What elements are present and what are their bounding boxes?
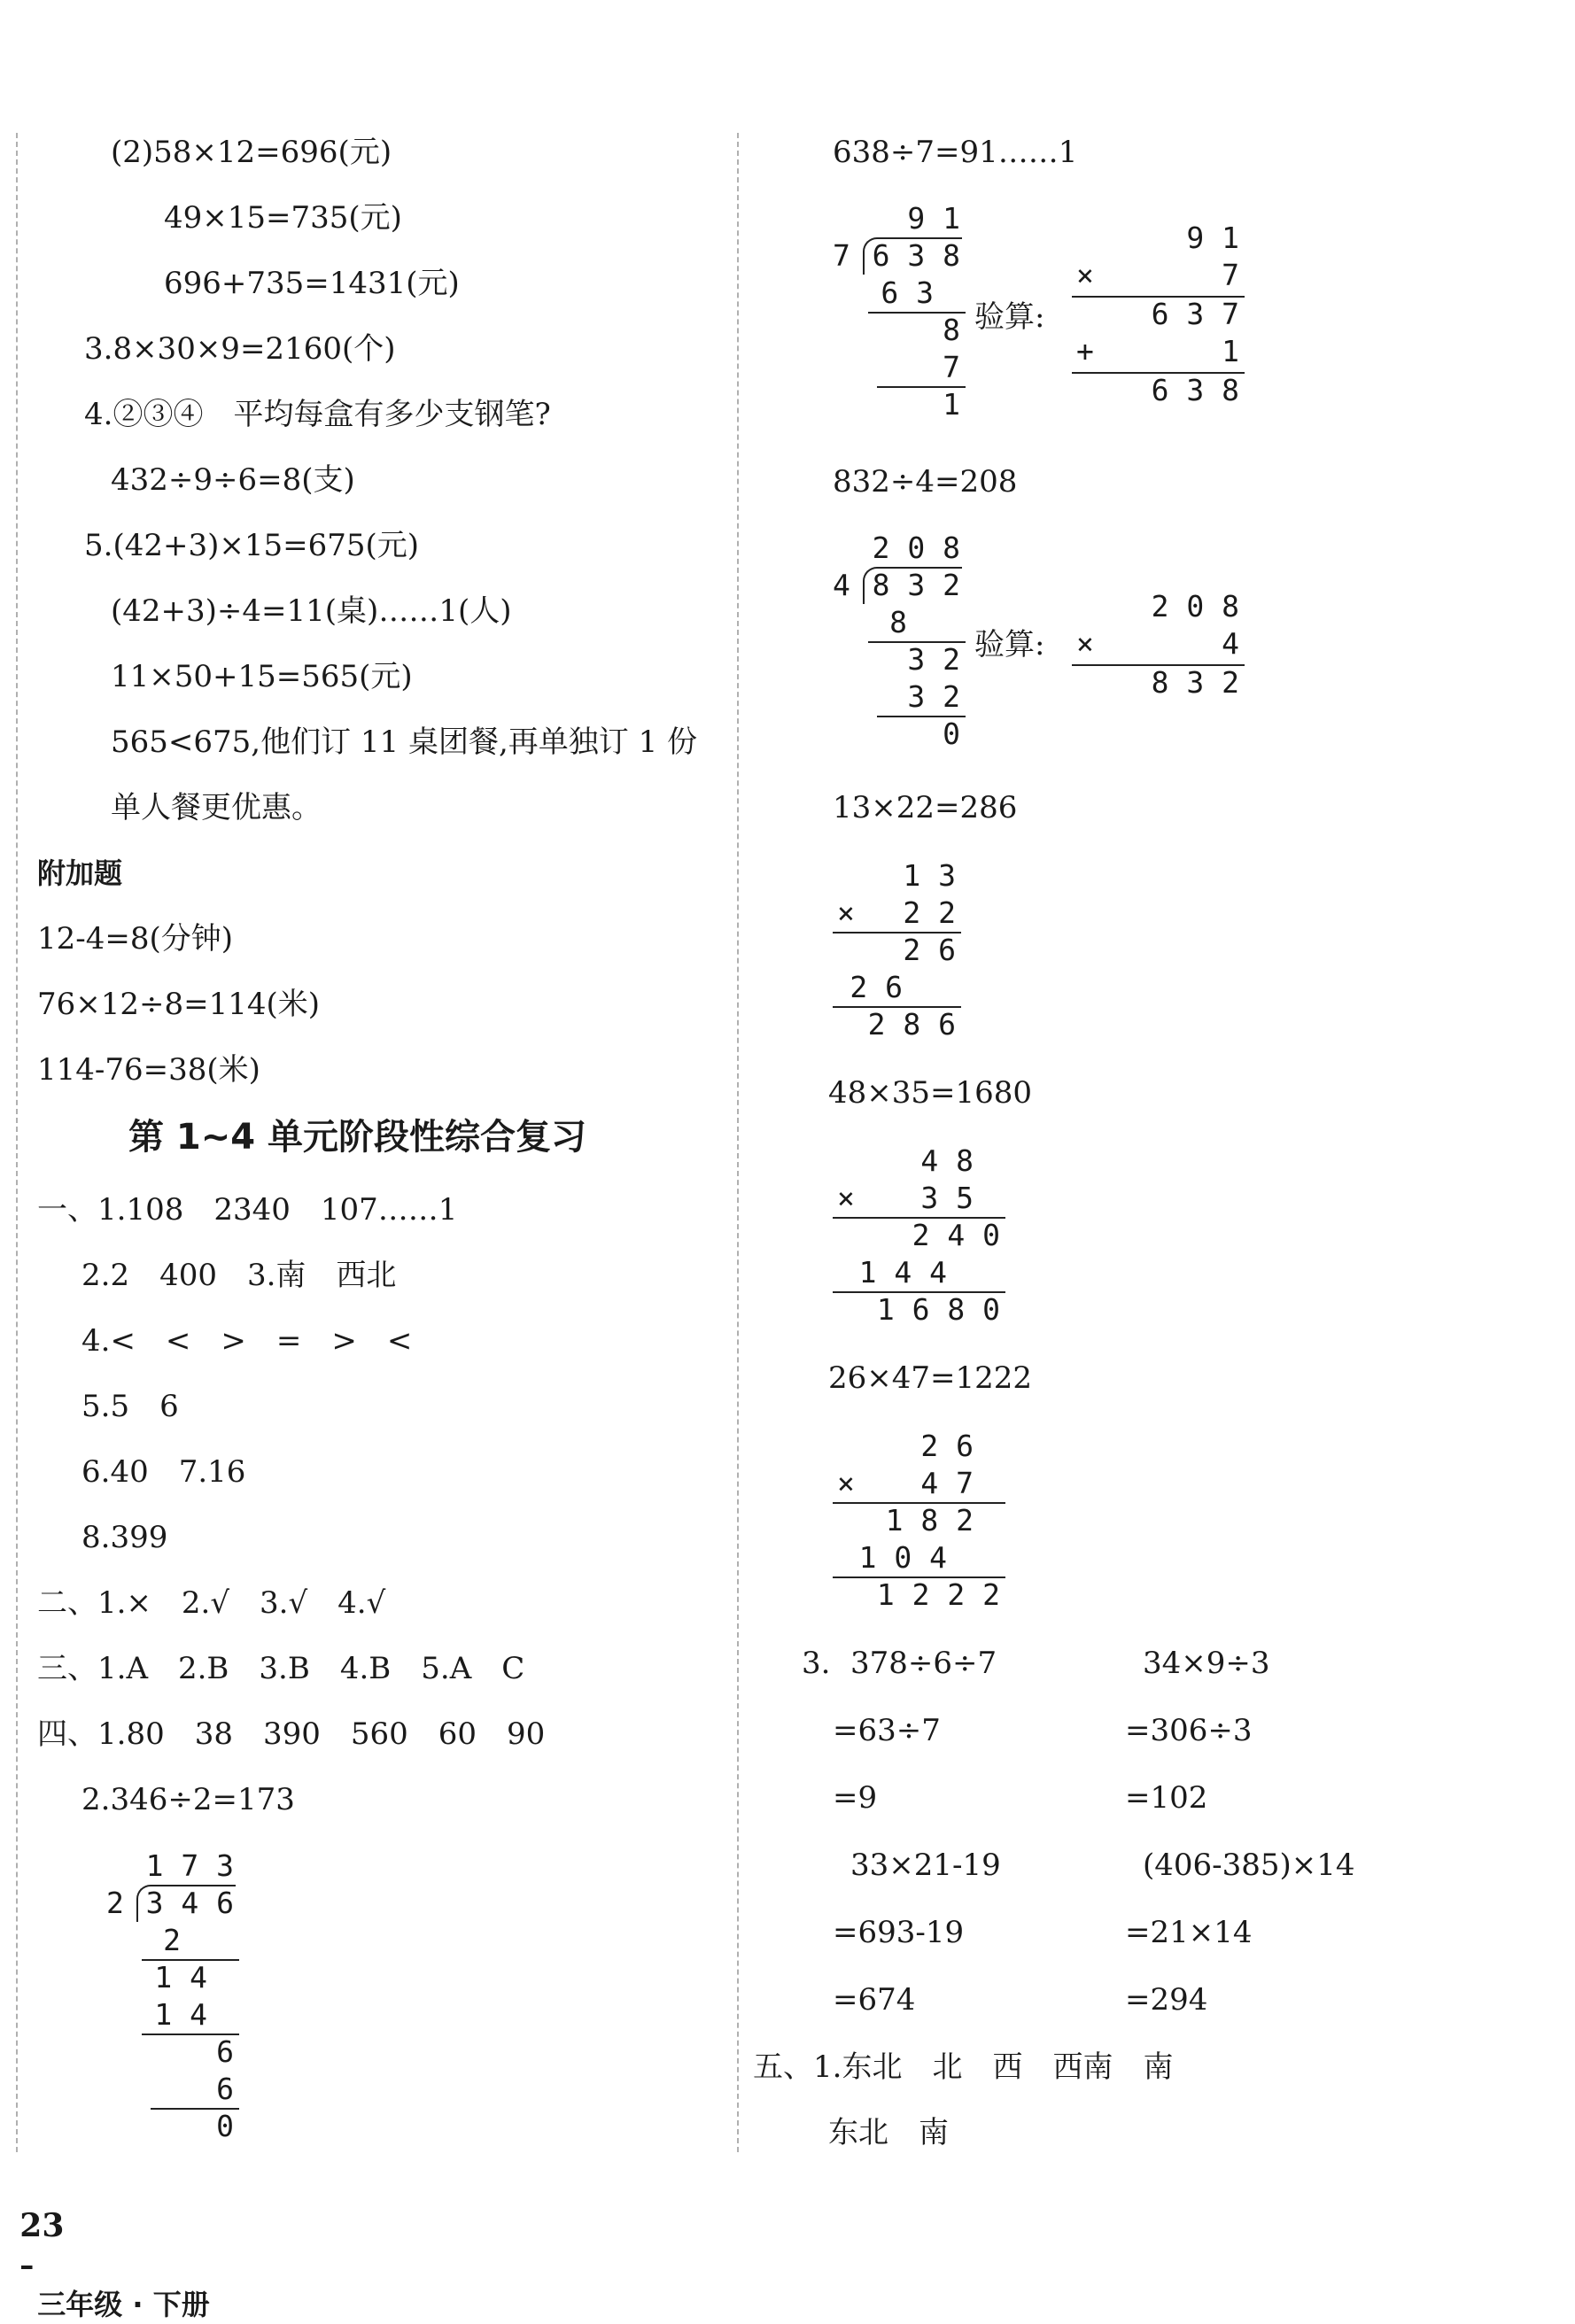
operand: 1 [1222,334,1239,368]
equation: 26×47=1222 [828,1360,1033,1396]
answer-line: 565<675,他们订 11 桌团餐,再单独订 1 份 [111,724,698,760]
divisor: 7 [833,238,850,273]
result: 8 3 2 [1151,665,1239,700]
step: 1 4 [154,1997,207,2032]
long-division-346 [106,1848,239,2149]
result: 2 8 6 [867,1007,956,1042]
partial-product: 1 8 2 [885,1503,974,1538]
step: 3 2 [907,679,960,714]
answer-line: 3.8×30×9=2160(个) [84,331,396,367]
result: 6 3 8 [1151,373,1239,407]
equation: 13×22=286 [833,790,1018,825]
long-division-832 [833,530,966,760]
column-divider [737,133,739,2152]
calc-line: =102 [1125,1780,1208,1816]
result: 1 6 8 0 [876,1292,1000,1327]
step: 1 [943,387,960,422]
review-line: 三、1.A 2.B 3.B 4.B 5.A C [37,1651,525,1686]
partial-product: 2 6 [850,970,903,1004]
review-line: 四、1.80 38 390 560 60 90 [37,1716,546,1752]
operand: 9 1 [1186,221,1239,255]
step: 2 [163,1923,181,1957]
review-line: 6.40 7.16 [81,1454,246,1490]
operand: 2 2 [903,895,956,930]
calc-line: =306÷3 [1125,1713,1253,1748]
operand: 2 0 8 [1151,589,1239,624]
verify-label: 验算: [974,299,1045,335]
page-footer [0,2167,210,2324]
review-line: 2.2 400 3.南 西北 [81,1258,397,1293]
long-division-638 [833,200,966,430]
grade-label: 三年级 · 下册 [37,2288,210,2321]
step: 6 3 [881,275,934,310]
answer-line: (2)58×12=696(元) [111,135,392,170]
verify-638 [1067,220,1245,414]
step: 8 [889,605,907,639]
step: 7 [943,350,960,384]
operand: 1 3 [903,858,956,893]
calc-line: =63÷7 [833,1713,941,1748]
equation: 638÷7=91……1 [833,135,1078,170]
mult-sign: × [837,1466,855,1500]
operand: 2 6 [920,1429,974,1463]
operand: 4 [1222,626,1239,661]
calc-line: 34×9÷3 [1143,1646,1270,1681]
left-margin-line [16,133,18,2152]
quotient: 9 1 [907,201,960,236]
step: 3 2 [907,642,960,677]
answer-line: 11×50+15=565(元) [111,659,413,694]
answer-line: 696+735=1431(元) [164,266,460,301]
answer-line: 49×15=735(元) [164,200,402,236]
answer-line: 东北 南 [828,2115,949,2150]
multiplication-13x22 [828,857,961,1052]
equation: 832÷4=208 [833,464,1018,500]
step: 6 [216,2072,234,2106]
mult-sign: × [1076,258,1094,292]
calc-line: (406-385)×14 [1143,1848,1355,1883]
quotient: 2 0 8 [872,531,960,565]
dividend: 3 4 6 [145,1886,234,1920]
divisor: 2 [106,1886,124,1920]
operand: 7 [1222,258,1239,292]
answer-line: 4.②③④ 平均每盒有多少支钢笔? [84,397,551,432]
operand: 4 8 [920,1143,974,1178]
question-number: 3. [802,1646,831,1681]
bonus-line: 12-4=8(分钟) [37,921,234,957]
mult-sign: × [837,895,855,930]
product: 6 3 7 [1151,297,1239,331]
multiplication-26x47 [828,1428,1005,1623]
operand: 4 7 [920,1466,974,1500]
partial-product: 1 4 4 [858,1255,947,1290]
calc-line: =9 [833,1780,878,1816]
step: 6 [216,2034,234,2069]
review-line: 2.346÷2=173 [81,1782,295,1817]
review-line: 5.5 6 [81,1389,179,1424]
step: 1 4 [154,1960,207,1995]
divisor: 4 [833,568,850,602]
partial-product: 1 0 4 [858,1540,947,1575]
partial-product: 2 4 0 [912,1218,1000,1252]
bonus-line: 76×12÷8=114(米) [37,987,321,1022]
result: 1 2 2 2 [876,1577,1000,1612]
section-title: 第 1~4 单元阶段性综合复习 [128,1117,587,1158]
step: 0 [216,2109,234,2143]
calc-line: =674 [833,1982,916,2018]
operand: 3 5 [920,1181,974,1215]
equation: 48×35=1680 [828,1075,1033,1111]
calc-line: 33×21-19 [850,1848,1001,1883]
dividend: 8 3 2 [872,568,960,602]
answer-line: 五、1.东北 北 西 西南 南 [753,2049,1174,2085]
answer-line: 5.(42+3)×15=675(元) [84,528,420,563]
review-line: 4.< < > = > < [81,1323,413,1359]
page-number: 23 [19,2207,65,2244]
review-line: 8.399 [81,1520,168,1555]
mult-sign: × [1076,626,1094,661]
mult-sign: × [837,1181,855,1215]
quotient: 1 7 3 [145,1848,234,1883]
partial-product: 2 6 [903,933,956,967]
verify-832 [1067,588,1245,712]
review-line: 二、1.× 2.√ 3.√ 4.√ [37,1585,386,1621]
plus-sign: + [1076,334,1094,368]
calc-line: =693-19 [833,1915,965,1950]
calc-line: 378÷6÷7 [850,1646,997,1681]
calc-line: =294 [1125,1982,1208,2018]
footer-dash: – [19,2249,35,2282]
bonus-heading: 附加题 [37,856,123,890]
multiplication-48x35 [828,1143,1005,1337]
answer-line: 432÷9÷6=8(支) [111,462,355,498]
answer-line: 单人餐更优惠。 [111,790,322,825]
bonus-line: 114-76=38(米) [37,1052,260,1088]
review-line: 一、1.108 2340 107……1 [37,1192,458,1228]
step: 8 [943,313,960,347]
step: 0 [943,717,960,751]
answer-line: (42+3)÷4=11(桌)……1(人) [111,593,512,629]
verify-label: 验算: [974,627,1045,662]
dividend: 6 3 8 [872,238,960,273]
calc-line: =21×14 [1125,1915,1253,1950]
